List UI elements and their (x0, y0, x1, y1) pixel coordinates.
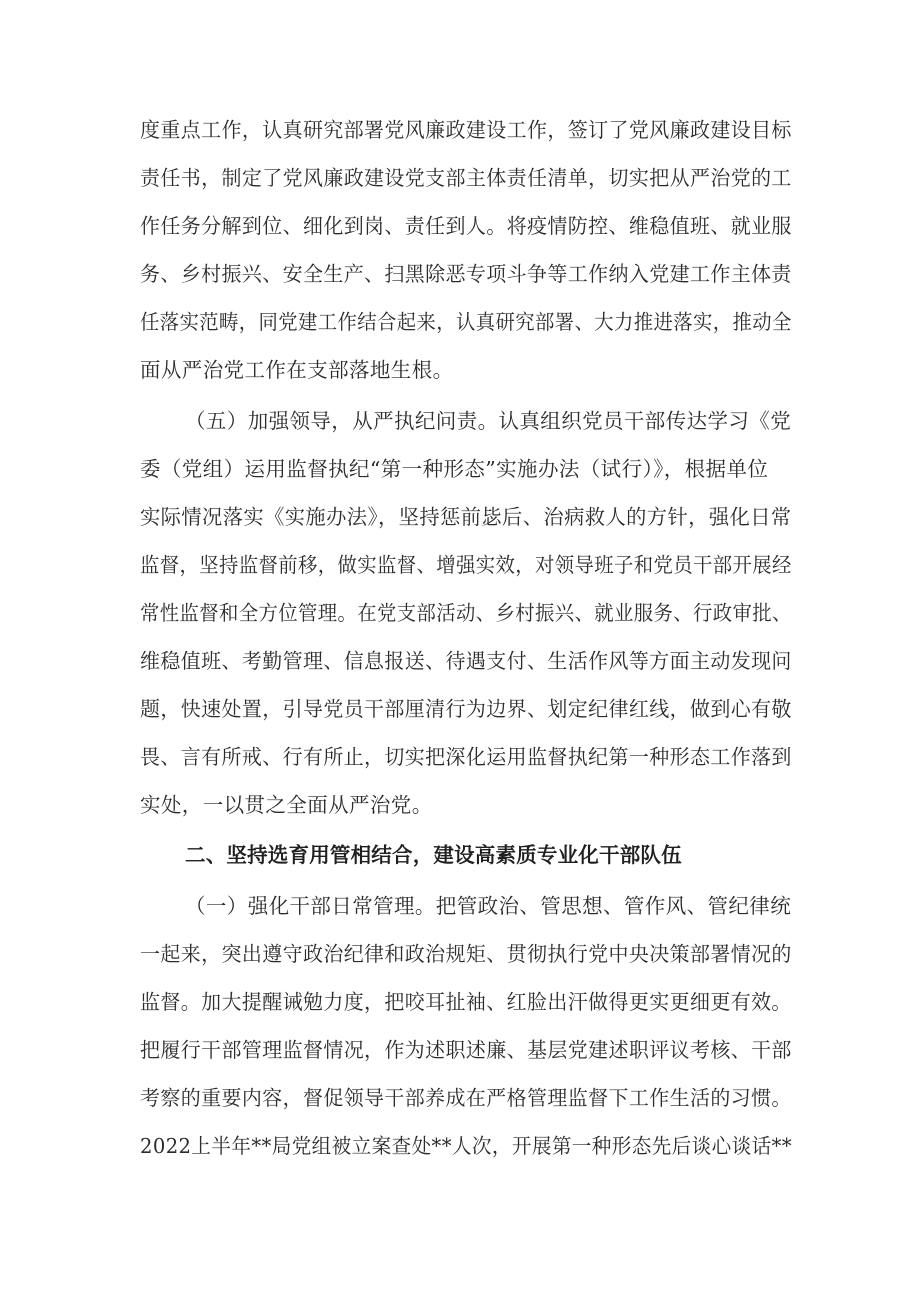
body-text-line: （一）强化干部日常管理。把管政治、管思想、管作风、管纪律统 (185, 894, 792, 918)
body-text-line: 常性监督和全方位管理。在党支部活动、乡村振兴、就业服务、行政审批、 (140, 601, 792, 625)
body-text-line: 监督，坚持监督前移，做实监督、增强实效，对领导班子和党员干部开展经 (140, 553, 792, 577)
body-text-line: 责任书，制定了党风廉政建设党支部主体责任清单，切实把从严治党的工 (140, 166, 792, 190)
body-text-line: 畏、言有所戒、行有所止，切实把深化运用监督执纪第一种形态工作落到 (140, 745, 792, 769)
body-text-line: 实处，一以贯之全面从严治党。 (140, 793, 433, 817)
body-text-line: 考察的重要内容，督促领导干部养成在严格管理监督下工作生活的习惯。 (140, 1086, 792, 1110)
body-text-line: 2022上半年**局党组被立案查处**人次，开展第一种形态先后谈心谈话** (140, 1134, 792, 1158)
body-text-line: 委（党组）运用监督执纪“第一种形态”实施办法（试行）》，根据单位 (140, 457, 769, 481)
body-text-line: 面从严治党工作在支部落地生根。 (140, 358, 454, 382)
body-text-line: 度重点工作，认真研究部署党风廉政建设工作，签订了党风廉政建设目标 (140, 118, 792, 142)
body-text-line: 作任务分解到位、细化到岗、责任到人。将疫情防控、维稳值班、就业服 (140, 214, 792, 238)
body-text-line: 监督。加大提醒诫勉力度，把咬耳扯袖、红脸出汗做得更实更细更有效。 (140, 990, 792, 1014)
body-text-line: 一起来，突出遵守政治纪律和政治规矩、贯彻执行党中央决策部署情况的 (140, 942, 792, 966)
body-text-line: （五）加强领导，从严执纪问责。认真组织党员干部传达学习《党 (185, 409, 792, 433)
body-text-line: 题，快速处置，引导党员干部厘清行为边界、划定纪律红线，做到心有敬 (140, 697, 792, 721)
body-text-line: 任落实范畴，同党建工作结合起来，认真研究部署、大力推进落实，推动全 (140, 310, 792, 334)
section-heading: 二、坚持选育用管相结合，建设高素质专业化干部队伍 (185, 843, 682, 867)
body-text-line: 维稳值班、考勤管理、信息报送、待遇支付、生活作风等方面主动发现问 (140, 649, 792, 673)
body-text-line: 务、乡村振兴、安全生产、扫黑除恶专项斗争等工作纳入党建工作主体责 (140, 262, 792, 286)
body-text-line: 把履行干部管理监督情况，作为述职述廉、基层党建述职评议考核、干部 (140, 1038, 792, 1062)
body-text-line: 实际情况落实《实施办法》，坚持惩前毖后、治病救人的方针，强化日常 (140, 505, 792, 529)
